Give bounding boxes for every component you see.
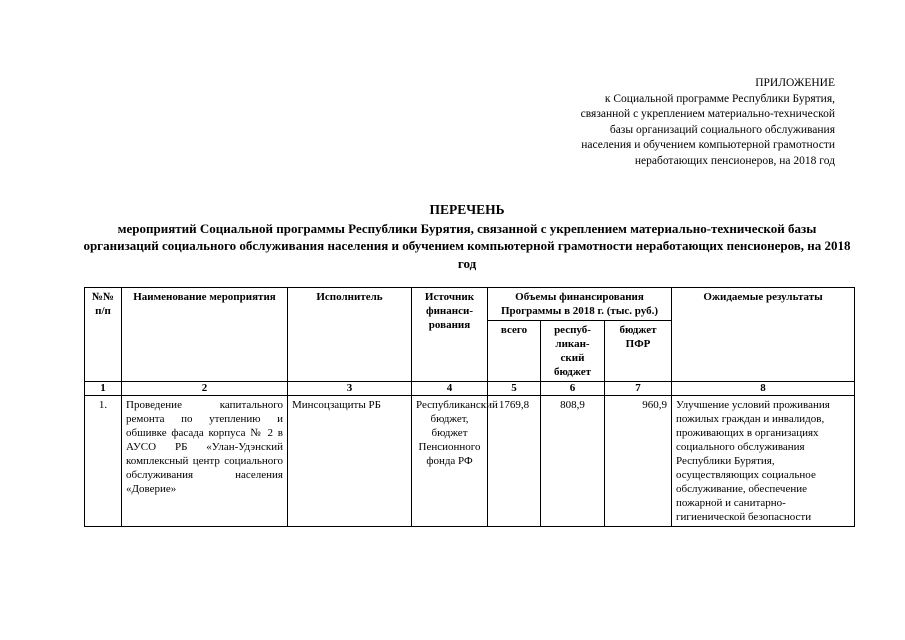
appendix-line: неработающих пенсионеров, на 2018 год (634, 154, 835, 167)
header-executor: Исполнитель (288, 288, 412, 382)
appendix-line: населения и обучением компьютерной грамотности (581, 139, 835, 151)
column-number-row (85, 382, 855, 396)
column-number: 2 (122, 382, 288, 396)
header-pfr: бюджет ПФР (605, 321, 672, 382)
activities-table (84, 287, 855, 527)
row-source: Республиканский бюджет, бюджет Пенсионного фонда РФ (412, 396, 488, 527)
appendix-line: к Социальной программе Республики Бурятия, (604, 92, 835, 105)
row-executor: Минсоцзащиты РБ (288, 396, 412, 527)
row-republic: 808,9 (541, 396, 605, 527)
column-number: 3 (288, 382, 412, 396)
column-number: 4 (412, 382, 488, 396)
header-volume: Объемы финансирования Программы в 2018 г. (тыс. руб.) (488, 288, 672, 321)
column-number: 8 (672, 382, 855, 396)
column-number: 5 (488, 382, 541, 396)
document-title (82, 201, 852, 272)
row-total: 1769,8 (488, 396, 541, 527)
header-total: всего (488, 321, 541, 382)
header-num: №№ п/п (85, 288, 122, 382)
appendix-line: ПРИЛОЖЕНИЕ (755, 77, 835, 89)
row-num: 1. (85, 396, 122, 527)
column-number: 7 (605, 382, 672, 396)
title-heading: ПЕРЕЧЕНЬ (429, 202, 505, 217)
title-subtitle: мероприятий Социальной программы Республики Бурятия, связанной с укреплением материально-технической базы организаций социального обслуживания населения и обучением компьютерной грамотности неработающих пенсионеров, на 2018 год (83, 220, 851, 271)
header-row (85, 288, 855, 321)
appendix-line: базы организаций социального обслуживания (609, 123, 835, 136)
column-number: 1 (85, 382, 122, 396)
appendix-line: связанной с укреплением материально-технической (580, 108, 835, 120)
header-name: Наименование мероприятия (122, 288, 288, 382)
table-row (85, 396, 855, 527)
appendix-block (505, 76, 835, 169)
header-republic: респуб-ликан-ский бюджет (541, 321, 605, 382)
column-number: 6 (541, 382, 605, 396)
row-pfr: 960,9 (605, 396, 672, 527)
header-source: Источник финанси-рования (412, 288, 488, 382)
row-results: Улучшение условий проживания пожилых граждан и инвалидов, проживающих в организациях социального обслуживания Республики Бурятия, осуществляющих социальное обслуживание, обеспечение пожарной и санитарно-гигиенической безопасности (672, 396, 855, 527)
header-results: Ожидаемые результаты (672, 288, 855, 382)
row-name: Проведение капитального ремонта по утеплению и обшивке фасада корпуса № 2 в АУСО РБ «Улан-Удэнский комплексный центр социального обслуживания населения «Доверие» (122, 396, 288, 527)
